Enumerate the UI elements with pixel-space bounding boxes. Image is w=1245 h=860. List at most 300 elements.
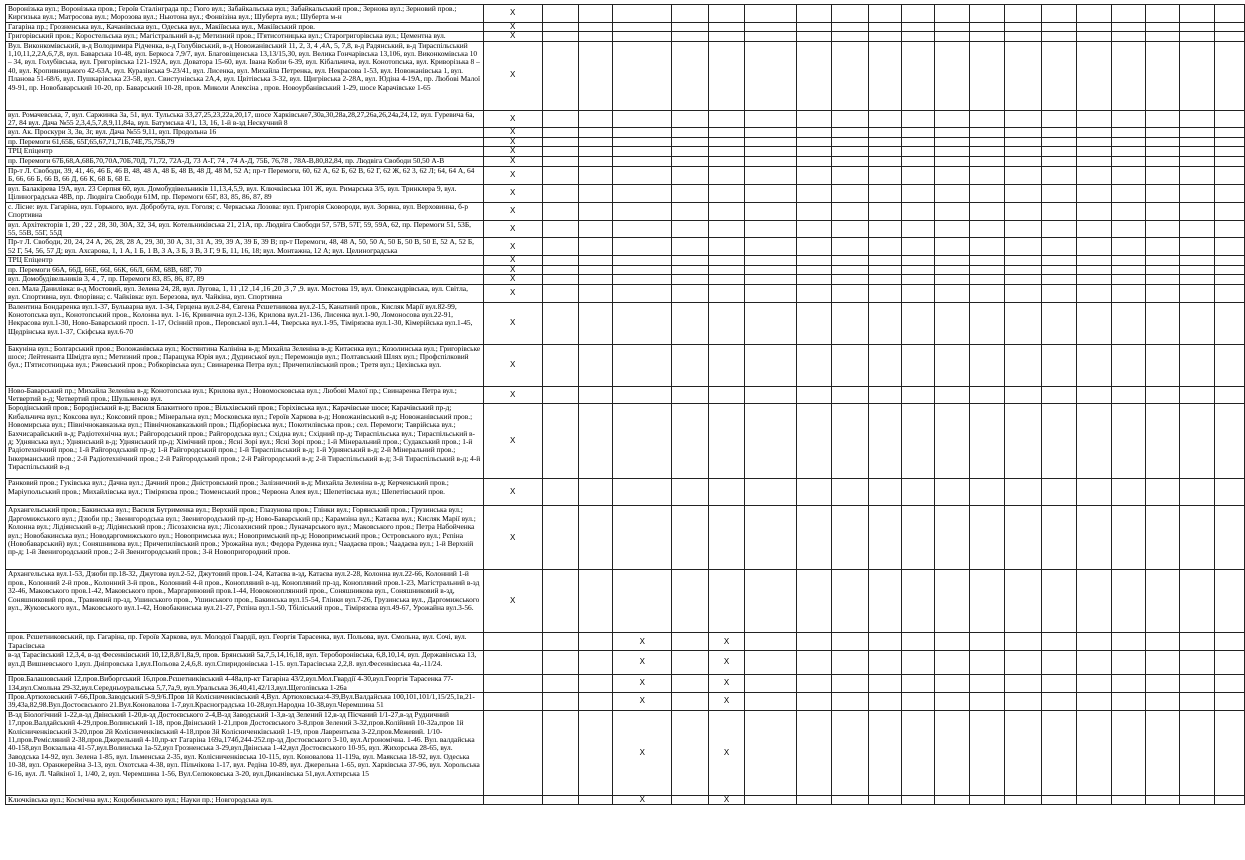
empty-cell — [1214, 275, 1244, 284]
empty-cell — [542, 41, 579, 110]
empty-cell — [542, 570, 579, 633]
empty-cell — [1004, 570, 1042, 633]
mark-cell: X — [483, 302, 542, 344]
empty-cell — [934, 479, 969, 506]
empty-cell — [672, 284, 709, 302]
empty-cell — [708, 147, 744, 156]
table-row — [6, 651, 1245, 675]
empty-cell — [969, 147, 1004, 156]
table-row — [6, 110, 1245, 128]
empty-cell — [1077, 256, 1112, 265]
empty-cell — [969, 128, 1004, 137]
mark-cell: X — [708, 633, 744, 651]
empty-cell — [901, 344, 934, 386]
table-row — [6, 344, 1245, 386]
empty-cell — [868, 386, 901, 404]
empty-cell — [672, 5, 709, 23]
empty-cell — [969, 633, 1004, 651]
empty-cell — [613, 147, 672, 156]
empty-cell — [934, 386, 969, 404]
empty-cell — [1004, 22, 1042, 31]
empty-cell — [1179, 506, 1214, 570]
empty-cell — [969, 256, 1004, 265]
empty-cell — [1077, 137, 1112, 146]
empty-cell — [672, 128, 709, 137]
table-row — [6, 386, 1245, 404]
empty-cell — [1179, 692, 1214, 710]
empty-cell — [1042, 795, 1077, 804]
empty-cell — [1214, 147, 1244, 156]
empty-cell — [672, 238, 709, 256]
empty-cell — [868, 344, 901, 386]
empty-cell — [1145, 41, 1179, 110]
empty-cell — [745, 166, 797, 184]
empty-cell — [1042, 137, 1077, 146]
empty-cell — [613, 41, 672, 110]
empty-cell — [745, 710, 797, 795]
empty-cell — [868, 710, 901, 795]
empty-cell — [969, 32, 1004, 41]
empty-cell — [868, 220, 901, 238]
empty-cell — [969, 265, 1004, 274]
mark-cell: X — [708, 710, 744, 795]
empty-cell — [868, 692, 901, 710]
empty-cell — [1111, 22, 1145, 31]
empty-cell — [672, 692, 709, 710]
table-row — [6, 265, 1245, 274]
empty-cell — [1179, 156, 1214, 166]
empty-cell — [832, 675, 869, 693]
empty-cell — [1042, 5, 1077, 23]
empty-cell — [868, 275, 901, 284]
empty-cell — [672, 166, 709, 184]
empty-cell — [1179, 386, 1214, 404]
table-row — [6, 202, 1245, 220]
address-cell: с. Лісне: вул. Гагаріна, вул. Горького, вул. Добробута, вул. Гоголя; с. Черкаська Лозова: вул. Григорія Сковороди, вул. Зоряна, вул. Верховинна, б-р Спортивна — [6, 202, 484, 220]
empty-cell — [1111, 41, 1145, 110]
empty-cell — [1111, 275, 1145, 284]
address-cell: Ново-Баварський пр.; Михайла Зеленіна в-д; Конотопська вул.; Крилова вул.; Новомосковська вул.; Любові Малої пр.; Свинаренка Петра вул.; Четвертий в-д; Четвертий пров.; Шульженко вул. — [6, 386, 484, 404]
empty-cell — [1111, 220, 1145, 238]
empty-cell — [934, 284, 969, 302]
empty-cell — [797, 386, 832, 404]
empty-cell — [1214, 32, 1244, 41]
empty-cell — [1042, 128, 1077, 137]
empty-cell — [1077, 166, 1112, 184]
empty-cell — [901, 147, 934, 156]
empty-cell — [672, 22, 709, 31]
address-cell: Пр-т Л. Свободи, 39, 41, 46, 46 Б, 46 В, 48, 48 А, 48 Б, 48 В, 48 Д, 48 М, 52 А; пр-т Перемоги, 60, 62 А, 62 Б, 62 В, 62 Г, 62 Ж, 62 3, 62 Л; 64, 64 А, 64 Б, 66, 66 Б, 66 В, 66 Д, 66 К, 68 Б, 68 Е. — [6, 166, 484, 184]
empty-cell — [613, 202, 672, 220]
empty-cell — [1179, 202, 1214, 220]
empty-cell — [934, 404, 969, 479]
empty-cell — [969, 238, 1004, 256]
empty-cell — [969, 275, 1004, 284]
empty-cell — [934, 506, 969, 570]
address-cell: вул. Домобудівельників 3, 4 , 7, пр. Перемоги 83, 85, 86, 87, 89 — [6, 275, 484, 284]
empty-cell — [542, 32, 579, 41]
empty-cell — [1004, 344, 1042, 386]
empty-cell — [1077, 570, 1112, 633]
empty-cell — [934, 202, 969, 220]
empty-cell — [579, 633, 613, 651]
empty-cell — [1145, 275, 1179, 284]
address-cell: пров. Рєшетниковський, пр. Гагаріна, пр. Героїв Харкова, вул. Молодої Гвардії, вул. Георгія Тарасенка, вул. Польова, вул. Смольна, вул. Сочі, вул. Тарасівська — [6, 633, 484, 651]
mark-cell: X — [613, 692, 672, 710]
empty-cell — [1214, 22, 1244, 31]
address-cell: Валентина Бондаренка вул.1-37, Бульварна вул. 1-34, Герцена вул.2-84, Євгена Рєшетникова вул.2-15, Канатний пров., Кисляк Марії вул.82-99, Конотопська вул., Конотопський пров., Колонна вул. 1-16, Кринична вул.2-136, Крилова вул.21-136, Лисенка вул.1-90, Ломоносова вул.22-91, Некрасова вул.1-30, Ново-Баварський просп. 1-17, Осінній пров., Перовської вул.1-44, Тверська вул.1-95, Тімірязєва вул.1-30, Кімерійська вул.1-45, Щедрінська вул.1-37, Скіфська вул.6-70 — [6, 302, 484, 344]
empty-cell — [1111, 675, 1145, 693]
empty-cell — [672, 41, 709, 110]
empty-cell — [797, 110, 832, 128]
empty-cell — [901, 156, 934, 166]
empty-cell — [579, 795, 613, 804]
empty-cell — [797, 5, 832, 23]
empty-cell — [672, 275, 709, 284]
empty-cell — [542, 220, 579, 238]
empty-cell — [868, 506, 901, 570]
mark-cell: X — [483, 479, 542, 506]
empty-cell — [1004, 284, 1042, 302]
empty-cell — [745, 184, 797, 202]
empty-cell — [868, 675, 901, 693]
empty-cell — [1145, 692, 1179, 710]
empty-cell — [832, 238, 869, 256]
empty-cell — [579, 386, 613, 404]
empty-cell — [579, 22, 613, 31]
empty-cell — [745, 137, 797, 146]
address-cell: Воронізька вул.; Воронізька пров.; Героїв Сталінграда пр.; Гюго вул.; Забайкальська вул.; Забайкальський пров.; Зернова вул.; Зерновий пров.; Киргизька вул.; Матросова вул.; Морозова вул.; Ньютона вул.; Фонвізіна вул.; Шуберта вул.; Шуберта м-н — [6, 5, 484, 23]
mark-cell: X — [708, 692, 744, 710]
empty-cell — [613, 404, 672, 479]
empty-cell — [1004, 156, 1042, 166]
table-row — [6, 22, 1245, 31]
empty-cell — [832, 275, 869, 284]
empty-cell — [542, 147, 579, 156]
empty-cell — [708, 220, 744, 238]
empty-cell — [1004, 5, 1042, 23]
empty-cell — [745, 479, 797, 506]
empty-cell — [613, 32, 672, 41]
empty-cell — [901, 22, 934, 31]
empty-cell — [832, 137, 869, 146]
empty-cell — [1179, 795, 1214, 804]
empty-cell — [1214, 633, 1244, 651]
empty-cell — [1214, 651, 1244, 675]
table-row — [6, 506, 1245, 570]
empty-cell — [934, 5, 969, 23]
empty-cell — [832, 220, 869, 238]
empty-cell — [672, 184, 709, 202]
empty-cell — [832, 651, 869, 675]
empty-cell — [1179, 479, 1214, 506]
empty-cell — [969, 479, 1004, 506]
empty-cell — [579, 710, 613, 795]
empty-cell — [934, 344, 969, 386]
mark-cell: X — [483, 156, 542, 166]
empty-cell — [934, 137, 969, 146]
empty-cell — [579, 651, 613, 675]
empty-cell — [708, 22, 744, 31]
empty-cell — [745, 202, 797, 220]
empty-cell — [613, 184, 672, 202]
mark-cell: X — [483, 220, 542, 238]
empty-cell — [542, 110, 579, 128]
address-cell: ТРЦ Епіцентр — [6, 256, 484, 265]
empty-cell — [832, 265, 869, 274]
empty-cell — [708, 284, 744, 302]
empty-cell — [901, 386, 934, 404]
empty-cell — [1145, 238, 1179, 256]
empty-cell — [1214, 110, 1244, 128]
empty-cell — [1145, 128, 1179, 137]
empty-cell — [708, 184, 744, 202]
empty-cell — [1077, 506, 1112, 570]
empty-cell — [1004, 265, 1042, 274]
empty-cell — [613, 128, 672, 137]
empty-cell — [969, 404, 1004, 479]
empty-cell — [1042, 184, 1077, 202]
empty-cell — [1179, 651, 1214, 675]
empty-cell — [613, 302, 672, 344]
empty-cell — [1145, 386, 1179, 404]
empty-cell — [1179, 41, 1214, 110]
empty-cell — [542, 479, 579, 506]
empty-cell — [1111, 404, 1145, 479]
empty-cell — [969, 22, 1004, 31]
mark-cell: X — [483, 265, 542, 274]
empty-cell — [1214, 570, 1244, 633]
empty-cell — [1111, 692, 1145, 710]
empty-cell — [542, 166, 579, 184]
empty-cell — [1111, 137, 1145, 146]
empty-cell — [1004, 32, 1042, 41]
empty-cell — [672, 633, 709, 651]
empty-cell — [672, 265, 709, 274]
empty-cell — [797, 570, 832, 633]
table-row — [6, 256, 1245, 265]
empty-cell — [1042, 479, 1077, 506]
empty-cell — [613, 110, 672, 128]
empty-cell — [901, 220, 934, 238]
empty-cell — [1004, 184, 1042, 202]
empty-cell — [868, 795, 901, 804]
empty-cell — [832, 41, 869, 110]
empty-cell — [542, 137, 579, 146]
empty-cell — [969, 184, 1004, 202]
table-row — [6, 184, 1245, 202]
empty-cell — [1111, 32, 1145, 41]
empty-cell — [1145, 302, 1179, 344]
address-cell: Григорівський пров.; Коростельська вул.; Магістральний в-д; Метизний пров.; П'ятисотницька вул.; Старогригорівська вул.; Цементна вул. — [6, 32, 484, 41]
empty-cell — [745, 5, 797, 23]
empty-cell — [868, 570, 901, 633]
empty-cell — [797, 220, 832, 238]
empty-cell — [832, 386, 869, 404]
address-cell: Бакуніна вул.; Болгарський пров.; Воложанівська вул.; Костянтина Калініна в-д; Михайла Зеленіна в-д; Китаєнка вул.; Козолинська вул.; Григорівське шосе; Лейтенанта Шмідта вул.; Метизний пров.; Паращука Юрія вул.; Дудинської вул.; Переможців вул.; Полтавський Шлях вул.; Профспілковий бул.; П'ятисотницька вул.; Ржевський пров.; Робкорівська вул.; Свинаренка Петра вул.; Причепилівський пров.; Третя вул.; Цехівська вул. — [6, 344, 484, 386]
mark-cell: X — [483, 404, 542, 479]
empty-cell — [1042, 404, 1077, 479]
address-cell: вул. Балакірева 19А, вул. 23 Серпня 60, вул. Домобудівельників 11,13,4,5,9, вул. Ключківська 101 Ж, вул. Римарська 3/5, вул. Тринклера 9, вул. Цілиноградська 48В, пр. Людвіга Свободи 61М, пр. Перемоги 65Г, 83, 85, 86, 87, 89 — [6, 184, 484, 202]
empty-cell — [579, 110, 613, 128]
mark-cell: X — [483, 238, 542, 256]
empty-cell — [1004, 651, 1042, 675]
empty-cell — [868, 5, 901, 23]
empty-cell — [542, 22, 579, 31]
address-cell: вул. Архітекторів 1, 20 , 22 , 28, 30, 30А, 32, 34, вул. Котельниківська 21, 21А, пр. Людвіга Свободи 57, 57В, 57Г, 59, 59А, 62, пр. Перемоги 51, 53Б, 55, 55В, 55Г, 55Д — [6, 220, 484, 238]
empty-cell — [579, 41, 613, 110]
empty-cell — [1145, 32, 1179, 41]
address-cell: Ключківська вул.; Космічна вул.; Коцюбинського вул.; Науки пр.; Новгородська вул. — [6, 795, 484, 804]
empty-cell — [745, 32, 797, 41]
empty-cell — [1179, 137, 1214, 146]
table-row — [6, 404, 1245, 479]
empty-cell — [1145, 220, 1179, 238]
empty-cell — [901, 32, 934, 41]
empty-cell — [832, 506, 869, 570]
empty-cell — [579, 156, 613, 166]
empty-cell — [745, 692, 797, 710]
empty-cell — [1111, 202, 1145, 220]
empty-cell — [969, 344, 1004, 386]
empty-cell — [1077, 344, 1112, 386]
empty-cell — [1145, 184, 1179, 202]
empty-cell — [969, 166, 1004, 184]
empty-cell — [1145, 110, 1179, 128]
empty-cell — [708, 344, 744, 386]
empty-cell — [901, 5, 934, 23]
empty-cell — [1042, 675, 1077, 693]
empty-cell — [1004, 479, 1042, 506]
empty-cell — [1214, 710, 1244, 795]
address-cell: в-зд Тарасівський 12,3,4, в-зд Фесенківський 10,12,8,8/1,8а,9, пров. Брянський 5а,7,5,14,16,18, вул. Тероборонівська, 6,8,10,14, вул. Державінська 13, вул.Д Вишневського 1,вул. Дніпровська 1,вул.Польова 2,4,6,8. вул.Спиридонівська 1-15. вул.Тарасівська 2,2,8. вул.Фесенківська 4а,-11/24. — [6, 651, 484, 675]
empty-cell — [1042, 386, 1077, 404]
empty-cell — [1077, 202, 1112, 220]
address-cell: Пр-т Л. Свободи, 20, 24, 24 А, 26, 28, 28 А, 29, 30, 30 А, 31, 31 А, 39, 39 А, 39 Б, 39 В; пр-т Перемоги, 48, 48 А, 50, 50 А, 50 Б, 50 В, 50 Е, 52 А, 52 Б, 52 Г, 54, 56, 57 Д; вул. Ахсарова, 1, 1 А, 1 Б, 1 В, 3 А, 3 Б, 3 В, 3 Г, 9 Б, 11, 16, 18; вул. Монтажна, 12 А; вул. Целиноградська — [6, 238, 484, 256]
empty-cell — [1077, 386, 1112, 404]
empty-cell — [797, 344, 832, 386]
mark-cell: X — [613, 795, 672, 804]
empty-cell — [1111, 284, 1145, 302]
empty-cell — [868, 651, 901, 675]
empty-cell — [542, 256, 579, 265]
empty-cell — [613, 137, 672, 146]
empty-cell — [901, 137, 934, 146]
empty-cell — [483, 710, 542, 795]
table-row — [6, 32, 1245, 41]
empty-cell — [745, 633, 797, 651]
mark-cell: X — [483, 284, 542, 302]
empty-cell — [1179, 275, 1214, 284]
empty-cell — [613, 506, 672, 570]
empty-cell — [1111, 302, 1145, 344]
empty-cell — [579, 675, 613, 693]
empty-cell — [1111, 651, 1145, 675]
empty-cell — [969, 506, 1004, 570]
empty-cell — [745, 156, 797, 166]
empty-cell — [1042, 166, 1077, 184]
empty-cell — [934, 570, 969, 633]
empty-cell — [1042, 506, 1077, 570]
empty-cell — [969, 692, 1004, 710]
empty-cell — [1042, 265, 1077, 274]
empty-cell — [613, 22, 672, 31]
address-cell: вул. Ак. Проскури 3, 3в, 3г, вул. Дача №55 9,11, вул. Продольна 16 — [6, 128, 484, 137]
empty-cell — [708, 110, 744, 128]
mark-cell: X — [483, 275, 542, 284]
empty-cell — [542, 404, 579, 479]
empty-cell — [1111, 128, 1145, 137]
empty-cell — [708, 386, 744, 404]
table-row — [6, 675, 1245, 693]
empty-cell — [745, 238, 797, 256]
empty-cell — [1042, 238, 1077, 256]
empty-cell — [1004, 147, 1042, 156]
mark-cell: X — [708, 795, 744, 804]
empty-cell — [1004, 506, 1042, 570]
empty-cell — [1111, 147, 1145, 156]
empty-cell — [542, 710, 579, 795]
table-row — [6, 166, 1245, 184]
empty-cell — [1214, 692, 1244, 710]
empty-cell — [934, 675, 969, 693]
empty-cell — [1042, 344, 1077, 386]
empty-cell — [1145, 166, 1179, 184]
empty-cell — [832, 344, 869, 386]
mark-cell: X — [483, 506, 542, 570]
empty-cell — [579, 147, 613, 156]
empty-cell — [901, 404, 934, 479]
empty-cell — [1111, 479, 1145, 506]
empty-cell — [542, 344, 579, 386]
empty-cell — [832, 404, 869, 479]
empty-cell — [901, 256, 934, 265]
empty-cell — [797, 137, 832, 146]
empty-cell — [542, 238, 579, 256]
empty-cell — [1042, 147, 1077, 156]
empty-cell — [542, 184, 579, 202]
mark-cell: X — [483, 202, 542, 220]
empty-cell — [745, 795, 797, 804]
address-cell: Пров.Балашовський 12,пров.Виборгський 16,пров.Рєшетниківський 4-48а,пр-кт Гагаріна 43/2,вул.Мол.Гвардії 4-30,вул.Георгія Тарасенка 77-134,вул.Смольна 29-32,вул.Середньоуральська 5,7,7а,9, вул.Уральська 36,40,41,42/13,вул.Щеголівська 1-26а — [6, 675, 484, 693]
address-cell: Вул. Виконкомівський, в-д Володимира Рідченка, в-д Голубівський, в-д Новожанівський 11, 2, 3, 4 ,4А, 5, 7,8, в-д Радянський, в-д Тираспільський 1,10,11,2,2А,6,7,8, вул. Баварська 10-48, вул. Беркоса 7,9/7, вул. Благовіщенська 13,13/15,30, вул. Велика Гончарівська 13,106, вул. Виконкомівська 10 – 34, вул. Голубівська, вул. Григорівська 121-192А, вул. Доватора 15-60, вул. Івана Кобзи 6-39, вул. Кібальчича, вул. Конотопська, вул. Криворізька 8 – 40, вул. Кропивницького 42-63А, вул. Куразівська 9-23/41, вул. Лисенка, вул. Михайла Петренка, вул. Некрасова 1-53, вул. Новожанівська 1, вул. Планова 51-68/6, вул. Пушкарівська 23-58, вул. Свистунівська 2А,4, вул. Цвітівська 3-32, вул. Щигрівська 2-28А, вул. Юдіна 4-19А, пр. Любові Малої 49-91, пр. Новобаварський 10-20, пр. Баварський 10-28, пров. Миколи Алексіна , пров. Новоурбанівський 1-29, шосе Карачівське 1-65 — [6, 41, 484, 110]
empty-cell — [901, 633, 934, 651]
empty-cell — [868, 284, 901, 302]
empty-cell — [672, 137, 709, 146]
empty-cell — [832, 710, 869, 795]
empty-cell — [708, 479, 744, 506]
empty-cell — [868, 22, 901, 31]
empty-cell — [1179, 147, 1214, 156]
empty-cell — [708, 302, 744, 344]
empty-cell — [797, 32, 832, 41]
empty-cell — [934, 795, 969, 804]
empty-cell — [1179, 22, 1214, 31]
empty-cell — [832, 184, 869, 202]
mark-cell: X — [613, 651, 672, 675]
mark-cell: X — [613, 675, 672, 693]
empty-cell — [1111, 166, 1145, 184]
empty-cell — [1179, 110, 1214, 128]
empty-cell — [1004, 633, 1042, 651]
empty-cell — [1077, 284, 1112, 302]
table-row — [6, 137, 1245, 146]
empty-cell — [672, 110, 709, 128]
empty-cell — [708, 506, 744, 570]
empty-cell — [1077, 404, 1112, 479]
empty-cell — [868, 147, 901, 156]
table-row — [6, 128, 1245, 137]
